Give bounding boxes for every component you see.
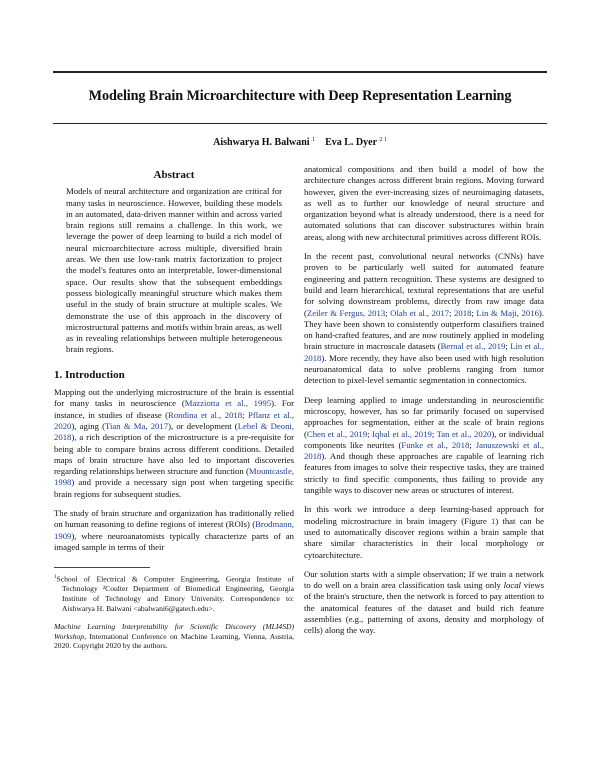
text-run: The study of brain structure and organization has traditionally relied on human reasoning to define regions of interest (ROIs) (	[54, 508, 294, 530]
venue-rest: , International Conference on Machine Learning, Vienna, Austria, 2020. Copyright 2020 by the authors.	[54, 631, 294, 651]
text-run: Deep learning applied to image understanding in neuroscientific microscopy, however, has so far primarily focused on supervised approaches for segmentation, either at the scale of brain regions (	[304, 394, 544, 439]
citation-link[interactable]: Olah et al., 2017	[390, 307, 450, 318]
text-run: ) and provide a necessary sign post when targeting specific brain regions for subsequent studies.	[54, 477, 294, 499]
author-name: Aishwarya H. Balwani	[213, 137, 310, 148]
text-run: views of the brain's structure, then the network is forced to pay attention to the anatomical features of the dataset and build rich feature assemblies (e.g., patterning of axons, density and morphology of cells) along the way.	[304, 580, 544, 636]
text-run: Our solution starts with a simple observation; If we train a network to do well on a brain area classification task using only	[304, 568, 544, 591]
abstract-heading: Abstract	[153, 169, 195, 181]
text-run: ;	[449, 307, 455, 318]
text-run: In the recent past, convolutional neural networks (CNNs) have proven to be particularly well suited for automated feature engineering and pattern recognition. These systems are designed to build and learn hierarchical, textural representations that are useful for solving downstream problems, directly from raw image data (	[304, 251, 544, 318]
citation-link[interactable]: Pflanz et al., 2020	[54, 409, 294, 431]
text-run: ), or individual components like neurites (	[304, 428, 544, 450]
paper-title: Modeling Brain Microarchitecture with Deep Representation Learning	[88, 88, 512, 104]
footnote-text: School of Electrical & Computer Engineering, Georgia Institute of Technology ²Coulter Department of Biomedical Engineering, Georgia Institute of Technology and Emory University. Correspondence to: Aishwarya H. Balwani <abalwani6@gatech.edu>.	[56, 574, 294, 613]
text-run: ;	[242, 409, 248, 420]
text-run: ). They have been shown to consistently outperform classifiers trained on hand-crafted features, and are now routinely applied in modeling brain structure in macroscale datasets (	[304, 307, 544, 352]
paragraph	[304, 395, 544, 497]
text-run: ). And though these approaches are capable of learning rich features from images to solve their respective tasks, they are trained strictly to find specific components, thus failing to provide any tangible ways to discover new areas or structures of interest.	[304, 451, 544, 496]
citation-link[interactable]: Bernal et al., 2019	[440, 341, 506, 352]
citation-link[interactable]: Rondina et al., 2018	[168, 409, 243, 420]
text-run: ), where neuroanatomists typically characterize parts of an imaged sample in terms of their	[54, 530, 294, 552]
citation-link[interactable]: Mazziotta et al., 1995	[184, 398, 272, 409]
citation-link[interactable]: 1	[491, 515, 496, 526]
text-run: ) that can be used to automatically discover regions within a brain sample that share similar characteristics in their local morphology or cytoarchitecture.	[304, 515, 544, 560]
citation-link[interactable]: Mountcastle, 1998	[54, 466, 294, 488]
text-run: ), or development (	[168, 420, 238, 431]
venue-note	[54, 622, 294, 651]
text-run: ;	[469, 439, 476, 450]
citation-link[interactable]: Chen et al., 2019	[306, 428, 368, 439]
citation-link[interactable]: Zeiler & Fergus, 2013	[306, 307, 386, 318]
text-run: ), aging (	[71, 420, 106, 431]
citation-link[interactable]: Lebel & Deoni, 2018	[54, 420, 295, 443]
text-run: anatomical compositions and then build a model of how the architecture changes across different brain regions. Moving forward however, given the ever-increasing sizes of neuroimaging datasets, as well as to further our knowledge of neural structure and organization beyond what is already understood, there is a need for automated solutions that can discover substructures within brain areas, along with new architectural primitives across different ROIs.	[304, 164, 544, 242]
citation-link[interactable]: 2018	[454, 307, 472, 318]
paragraph	[304, 569, 544, 637]
citation-link[interactable]: Funke et al., 2018	[401, 439, 470, 450]
paragraph	[304, 504, 544, 560]
bottom-rule	[53, 123, 547, 124]
left-column	[54, 170, 294, 651]
citation-link[interactable]: Iqbal et al., 2019	[372, 428, 432, 439]
top-rule	[53, 71, 547, 73]
citation-link[interactable]: Lin et al., 2018	[304, 341, 545, 363]
author-name: Eva L. Dyer	[325, 137, 377, 148]
emphasis-text: local	[503, 580, 521, 591]
venue-italic: Machine Learning Interpretability for Scientific Discovery (MLI4SD) Workshop	[54, 622, 294, 641]
affiliation-footnote	[54, 573, 294, 613]
paragraph	[54, 508, 294, 553]
text-run: ;	[367, 428, 373, 439]
paragraph	[304, 251, 544, 387]
citation-link[interactable]: Brodmann, 1909	[54, 519, 294, 541]
text-run: ;	[385, 307, 391, 318]
footnote-marker: 1	[54, 575, 57, 581]
text-run: In this work we introduce a deep learning-based approach for modeling microstructure in brain imagery (Figure	[304, 504, 544, 526]
text-run: Mapping out the underlying microstructure of the brain is essential for many tasks in neuroscience (	[54, 387, 294, 409]
paragraph	[304, 164, 544, 243]
citation-link[interactable]: Tan et al., 2020	[436, 428, 492, 439]
text-run: ;	[431, 428, 437, 439]
paragraph	[54, 387, 294, 500]
author-line	[53, 137, 547, 148]
section-heading: 1. Introduction	[54, 368, 125, 381]
author-affiliation: 2 1	[379, 137, 387, 143]
text-run: ). More recently, they have also been used with high resolution neuroanatomical data to solve problems ranging from tumor detection to pixel-level semantic segmentation in connectomics.	[304, 352, 544, 386]
footnote-rule	[54, 567, 150, 568]
right-column	[304, 164, 544, 645]
abstract-body: Models of neural architecture and organization are critical for many tasks in neuroscience. However, building these models in an automated, data-driven manner within and across varied brain regions still remains a challenge. In this work, we leverage the power of deep learning to build a rich model of neural microarchitecture across multiple, diversified brain areas. We then use low-rank matrix factorization to project the model's features onto an interpretable, lower-dimensional space. Our results show that the subsequent embeddings possess biologically meaningful structure which makes them useful in the study of brain structure at multiple scales. We demonstrate the use of this approach in the discovery of microstructural patterns and motifs within brain areas, as well as in revealing relationships between multiple heterogeneous brain regions.	[66, 186, 282, 355]
text-run: ), a rich description of the microstructure is a pre-requisite for being able to compare brains across different conditions. Detailed maps of brain structure have also led to important discoveries regarding relationships between structure and function (	[54, 432, 294, 477]
text-run: ;	[505, 341, 511, 352]
citation-link[interactable]: Tian & Ma, 2017	[105, 420, 169, 431]
author-affiliation: 1	[312, 137, 316, 143]
text-run: ;	[471, 307, 477, 318]
text-run: ). For instance, in studies of disease (	[54, 398, 294, 420]
citation-link[interactable]: Lin & Maji, 2016	[476, 307, 539, 318]
citation-link[interactable]: Januszewski et al., 2018	[304, 439, 545, 462]
